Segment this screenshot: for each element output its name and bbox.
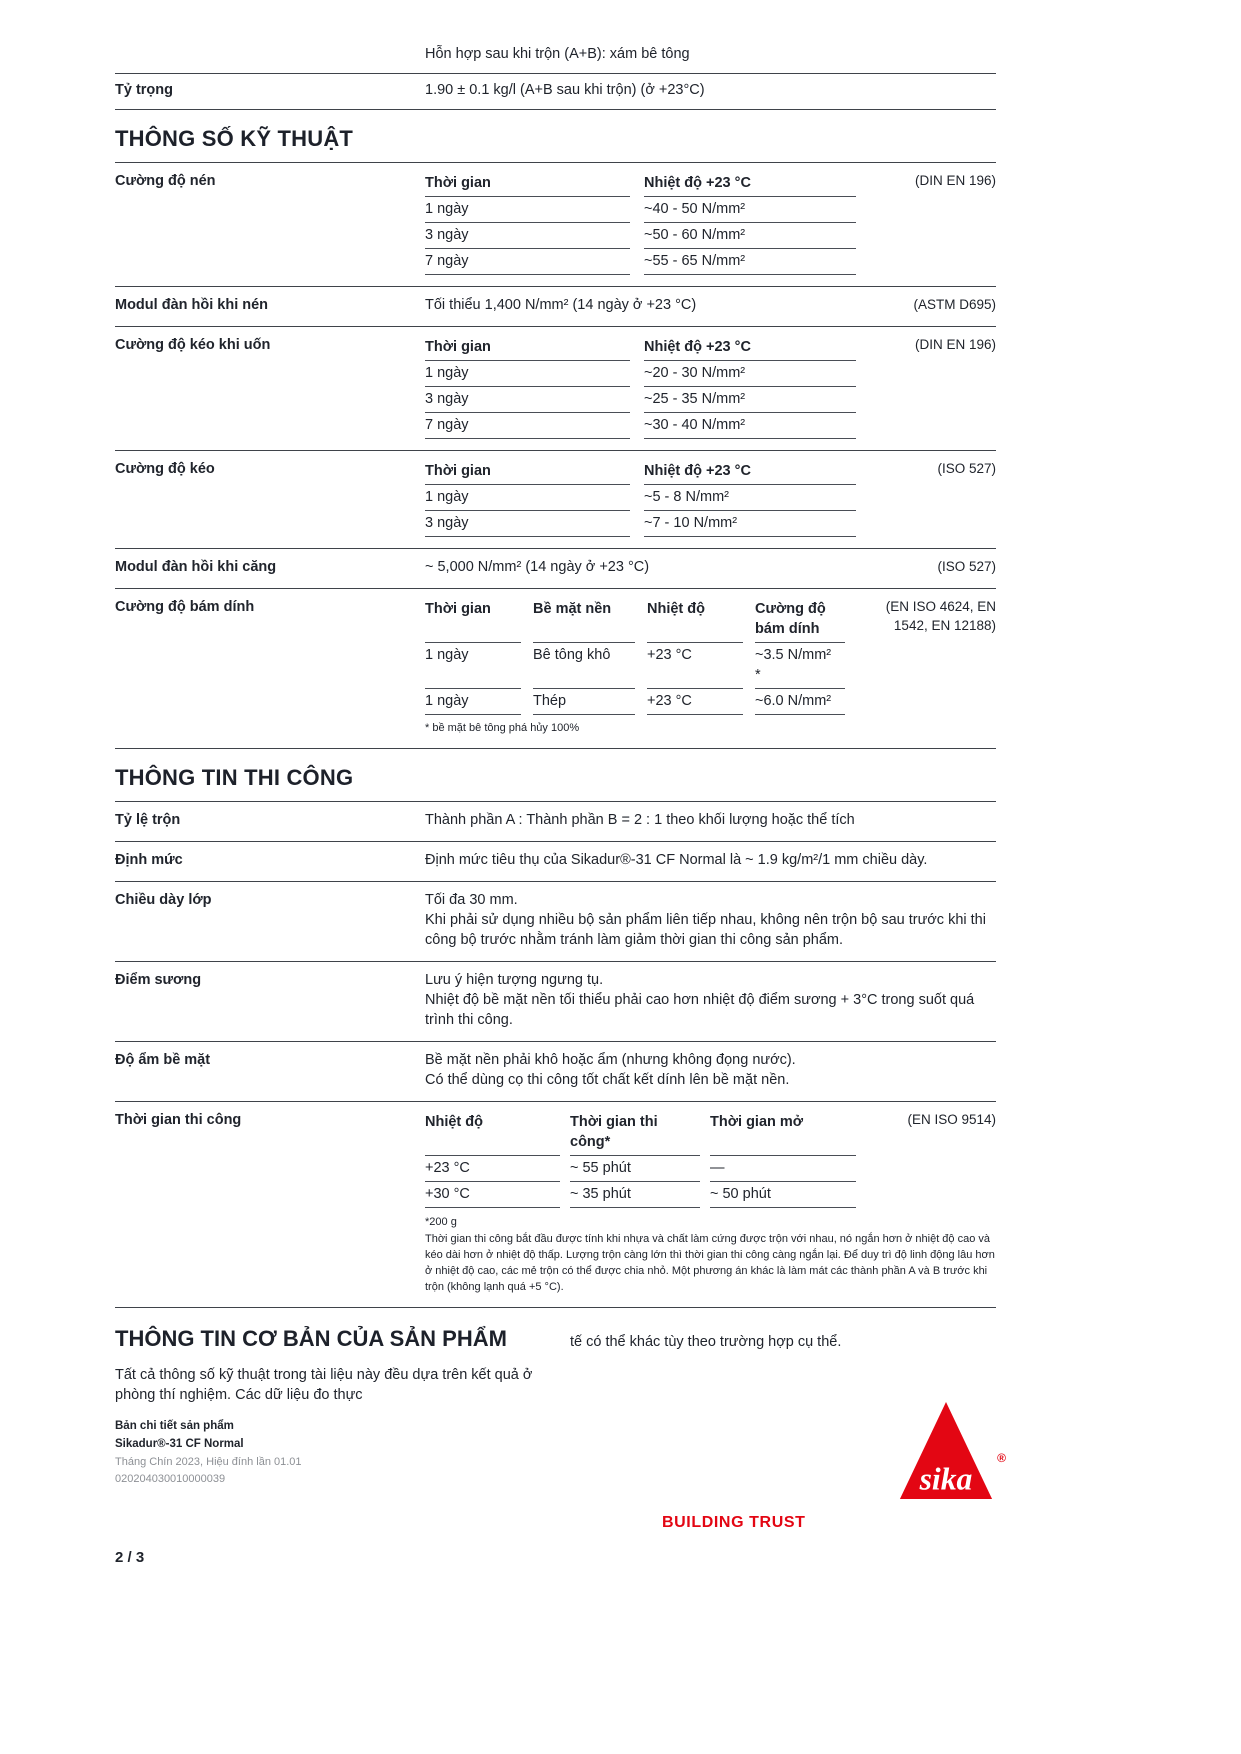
pot-life-table	[425, 1110, 856, 1208]
mix-ratio-label: Tỷ lệ trộn	[115, 811, 181, 828]
table-cell: +23 °C	[647, 689, 743, 715]
standard-reference: (ASTM D695)	[913, 297, 996, 313]
technical-section	[115, 162, 996, 748]
column-header-temperature: Nhiệt độ +23 °C	[644, 335, 856, 361]
layer-thickness-label: Chiều dày lớp	[115, 891, 212, 908]
flexural-strength-row	[115, 326, 996, 450]
compression-modulus-row	[115, 286, 996, 326]
standard-reference: (ISO 527)	[937, 461, 996, 477]
base-info-section	[115, 1324, 996, 1405]
base-info-section-title: THÔNG TIN CƠ BẢN CỦA SẢN PHẨM	[115, 1325, 507, 1351]
table-cell: 3 ngày	[425, 223, 630, 249]
tension-modulus-label: Modul đàn hồi khi căng	[115, 559, 277, 576]
registered-trademark-icon: ®	[997, 1451, 1006, 1465]
column-header-time: Thời gian	[425, 335, 630, 361]
sika-logo-text: sika	[919, 1461, 973, 1497]
application-section	[115, 801, 996, 1308]
table-cell: 1 ngày	[425, 197, 630, 223]
compression-modulus-value: Tối thiểu 1,400 N/mm² (14 ngày ở +23 °C)	[425, 297, 697, 314]
table-cell: 3 ngày	[425, 511, 630, 537]
table-cell: 7 ngày	[425, 249, 630, 275]
density-row	[115, 74, 996, 110]
layer-thickness-value	[425, 890, 996, 950]
compressive-strength-table	[425, 171, 856, 275]
table-cell: ~55 - 65 N/mm²	[644, 249, 856, 275]
substrate-moisture-value	[425, 1050, 996, 1090]
empty-standard	[856, 80, 996, 100]
standard-reference: (EN ISO 9514)	[907, 1111, 996, 1127]
table-cell: ~5 - 8 N/mm²	[644, 485, 856, 511]
layer-thickness-line2: Khi phải sử dụng nhiều bộ sản phẩm liên tiếp nhau, không nên trộn bộ sau trước khi thi công bộ trước nhằm tránh làm giảm thời gian thi công sản phẩm.	[425, 911, 986, 948]
adhesion-strength-label: Cường độ bám dính	[115, 599, 255, 616]
page-indicator: 2 / 3	[115, 1549, 145, 1566]
footer-product-name: Sikadur®-31 CF Normal	[115, 1437, 244, 1450]
pot-life-label: Thời gian thi công	[115, 1111, 242, 1128]
column-header-open-time: Thời gian mở	[710, 1110, 856, 1156]
table-cell: 3 ngày	[425, 387, 630, 413]
density-label: Tỷ trọng	[115, 82, 173, 98]
table-cell: ~25 - 35 N/mm²	[644, 387, 856, 413]
flexural-strength-table	[425, 335, 856, 439]
tension-modulus-value: ~ 5,000 N/mm² (14 ngày ở +23 °C)	[425, 559, 650, 576]
adhesion-footnote: * bề mặt bê tông phá hủy 100%	[425, 722, 580, 735]
substrate-moisture-label: Độ ẩm bề mặt	[115, 1051, 211, 1068]
base-info-right-column	[570, 1324, 996, 1405]
dew-point-line2: Nhiệt độ bề mặt nền tối thiểu phải cao hơn nhiệt độ điểm sương + 3°C trong suốt quá trình thi công.	[425, 991, 975, 1028]
table-cell: Thép	[533, 689, 635, 715]
table-cell: 1 ngày	[425, 689, 521, 715]
top-block	[115, 38, 996, 110]
column-header-temperature: Nhiệt độ	[425, 1110, 560, 1156]
standard-reference: (DIN EN 196)	[914, 337, 996, 353]
adhesion-value: ~3.5 N/mm²	[755, 647, 832, 664]
footer-doc-number: 020204030010000039	[115, 1472, 226, 1485]
consumption-row	[115, 841, 996, 881]
table-cell: +23 °C	[647, 643, 743, 689]
table-cell: ~ 35 phút	[570, 1182, 700, 1208]
density-value: 1.90 ± 0.1 kg/l (A+B sau khi trộn) (ở +23°C)	[425, 82, 705, 98]
substrate-moisture-row	[115, 1041, 996, 1101]
consumption-value: Định mức tiêu thụ của Sikadur®-31 CF Normal là ~ 1.9 kg/m²/1 mm chiều dày.	[425, 851, 928, 868]
substrate-moisture-line2: Có thể dùng cọ thi công tốt chất kết dính lên bề mặt nền.	[425, 1071, 790, 1088]
substrate-moisture-line1: Bề mặt nền phải khô hoặc ẩm (nhưng không đọng nước).	[425, 1051, 796, 1068]
datasheet-page	[115, 38, 996, 1405]
standard-reference: (EN ISO 4624, EN 1542, EN 12188)	[885, 599, 996, 633]
table-cell	[755, 643, 845, 689]
table-cell: ~6.0 N/mm²	[755, 689, 845, 715]
mixed-color-row	[115, 38, 996, 74]
dew-point-row	[115, 961, 996, 1041]
empty-label	[115, 44, 425, 64]
column-header-time: Thời gian	[425, 597, 521, 643]
column-header-adhesion: Cường độ bám dính	[755, 597, 845, 643]
footer-document-info	[115, 1418, 302, 1488]
table-cell: +23 °C	[425, 1156, 560, 1182]
table-cell: +30 °C	[425, 1182, 560, 1208]
column-header-substrate: Bề mặt nền	[533, 597, 635, 643]
mix-ratio-value: Thành phần A : Thành phần B = 2 : 1 theo khối lượng hoặc thể tích	[425, 811, 855, 828]
table-cell: ~30 - 40 N/mm²	[644, 413, 856, 439]
dew-point-line1: Lưu ý hiện tượng ngưng tụ.	[425, 971, 604, 988]
table-cell: ~7 - 10 N/mm²	[644, 511, 856, 537]
column-header-temperature: Nhiệt độ	[647, 597, 743, 643]
base-info-left-text: Tất cả thông số kỹ thuật trong tài liệu này đều dựa trên kết quả ở phòng thí nghiệm. Các dữ liệu đo thực	[115, 1367, 533, 1404]
sika-logo-graphic	[898, 1400, 994, 1502]
column-header-temperature: Nhiệt độ +23 °C	[644, 459, 856, 485]
table-cell: ~ 50 phút	[710, 1182, 856, 1208]
table-cell: ~50 - 60 N/mm²	[644, 223, 856, 249]
compression-modulus-label: Modul đàn hồi khi nén	[115, 297, 269, 314]
mix-ratio-row	[115, 801, 996, 841]
column-header-pot-life: Thời gian thi công*	[570, 1110, 700, 1156]
table-cell: 7 ngày	[425, 413, 630, 439]
adhesion-footnote-marker: *	[755, 667, 761, 684]
table-cell: —	[710, 1156, 856, 1182]
table-cell: 1 ngày	[425, 361, 630, 387]
application-section-title: THÔNG TIN THI CÔNG	[115, 764, 354, 790]
footer-doc-type: Bản chi tiết sản phẩm	[115, 1420, 234, 1432]
layer-thickness-line1: Tối đa 30 mm.	[425, 891, 518, 908]
footer-edition: Tháng Chín 2023, Hiệu đính lần 01.01	[115, 1455, 302, 1468]
column-header-time: Thời gian	[425, 171, 630, 197]
consumption-label: Định mức	[115, 851, 183, 868]
layer-thickness-row	[115, 881, 996, 961]
tension-modulus-row	[115, 548, 996, 588]
column-header-temperature: Nhiệt độ +23 °C	[644, 171, 856, 197]
standard-reference: (DIN EN 196)	[914, 173, 996, 189]
empty-standard	[856, 44, 996, 64]
column-header-time: Thời gian	[425, 459, 630, 485]
tensile-strength-label: Cường độ kéo	[115, 461, 215, 478]
base-info-left-column	[115, 1324, 570, 1405]
adhesion-strength-row	[115, 588, 996, 747]
pot-life-row	[115, 1101, 996, 1307]
building-trust-tagline: BUILDING TRUST	[662, 1514, 806, 1531]
compressive-strength-label: Cường độ nén	[115, 173, 216, 190]
base-info-right-text: tế có thể khác tùy theo trường hợp cụ thể.	[570, 1333, 842, 1350]
table-cell: ~40 - 50 N/mm²	[644, 197, 856, 223]
tensile-strength-table	[425, 459, 856, 537]
pot-life-note-title: *200 g	[425, 1215, 457, 1228]
dew-point-value	[425, 970, 996, 1030]
table-cell: 1 ngày	[425, 643, 521, 689]
adhesion-strength-table	[425, 597, 856, 715]
pot-life-note-body: Thời gian thi công bắt đầu được tính khi nhựa và chất làm cứng được trộn với nhau, nó ngắn hơn ở nhiệt độ cao và kéo dài hơn ở nhiệt độ thấp. Lượng trộn càng lớn thì thời gian thi công càng ngắn lại. Để duy trì độ linh động lâu hơn ở nhiệt độ cao, các mẻ trộn có thể được chia nhỏ. Một phương án khác là làm mát các thành phần A và B trước khi trộn (không lạnh quá +5 °C).	[425, 1233, 995, 1293]
flexural-strength-label: Cường độ kéo khi uốn	[115, 337, 271, 354]
sika-logo	[898, 1400, 1006, 1506]
pot-life-notes	[425, 1215, 996, 1296]
compressive-strength-row	[115, 162, 996, 286]
technical-section-title: THÔNG SỐ KỸ THUẬT	[115, 126, 354, 151]
table-cell: ~ 55 phút	[570, 1156, 700, 1182]
table-cell: ~20 - 30 N/mm²	[644, 361, 856, 387]
table-cell: Bê tông khô	[533, 643, 635, 689]
tensile-strength-row	[115, 450, 996, 548]
standard-reference: (ISO 527)	[937, 559, 996, 575]
table-cell: 1 ngày	[425, 485, 630, 511]
mixed-color-value: Hỗn hợp sau khi trộn (A+B): xám bê tông	[425, 46, 690, 62]
dew-point-label: Điểm sương	[115, 971, 202, 988]
